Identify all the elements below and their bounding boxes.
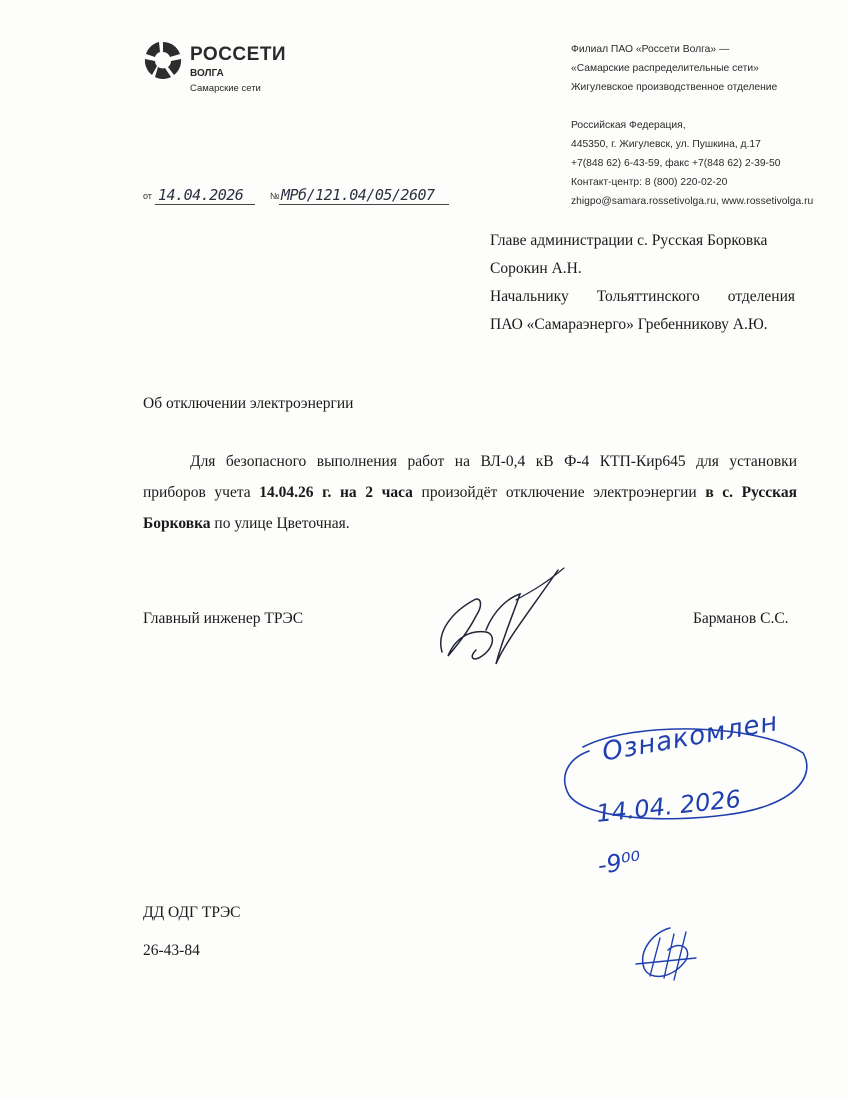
- date-underline: [155, 204, 255, 205]
- body-text: произойдёт отключение электроэнергии: [412, 484, 706, 501]
- body-text: Для безопасного выполнения работ на ВЛ-0,4 кВ Ф-4 КТП-Кир645 для установки приборов учета: [143, 453, 797, 501]
- addressee-line-1: Главе администрации с. Русская Борковка: [490, 232, 768, 249]
- body-bold-place: в с. Русская Борковка: [143, 484, 798, 532]
- body-bold-date: 14.04.26 г. на 2 часа: [259, 484, 413, 501]
- number-prefix: №: [270, 191, 280, 201]
- sender-line: zhigpo@samara.rossetivolga.ru, www.rossetivolga.ru: [571, 196, 814, 207]
- sender-line: «Самарские распределительные сети»: [571, 63, 759, 74]
- executor-phone: 26-43-84: [143, 942, 200, 959]
- sender-line: +7(848 62) 6-43-59, факс +7(848 62) 2-39-50: [571, 158, 781, 169]
- sender-line: Филиал ПАО «Россети Волга» —: [571, 44, 730, 55]
- letter-body: [143, 446, 797, 539]
- addressee-line-2: Сорокин А.Н.: [490, 260, 582, 277]
- number-underline: [279, 204, 449, 205]
- letter-subject: Об отключении электроэнергии: [143, 395, 354, 412]
- acknowledgement-initials: [630, 920, 700, 990]
- handwritten-signature: [430, 560, 580, 675]
- body-text: по улице Цветочная.: [210, 515, 350, 532]
- acknowledgement-time: -9⁰⁰: [596, 845, 643, 880]
- signatory-name: Барманов С.С.: [693, 610, 789, 627]
- brand-region: ВОЛГА: [190, 68, 224, 79]
- acknowledgement-text: Ознакомлен: [600, 707, 781, 768]
- signatory-title: Главный инженер ТРЭС: [143, 610, 304, 627]
- registration-date: 14.04.2026: [158, 186, 244, 204]
- addressee-line-4: ПАО «Самараэнерго» Гребенникову А.Ю.: [490, 316, 768, 333]
- rosseti-logo-icon: [143, 40, 183, 80]
- registration-number: МРб/121.04/05/2607: [281, 186, 435, 204]
- sender-details: [571, 40, 841, 211]
- sender-line: Российская Федерация,: [571, 120, 686, 131]
- company-logo: [143, 40, 313, 100]
- sender-line: Контакт-центр: 8 (800) 220-02-20: [571, 177, 728, 188]
- executor-department: ДД ОДГ ТРЭС: [143, 904, 241, 921]
- acknowledgement-date: 14.04. 2026: [595, 784, 743, 828]
- date-prefix: от: [143, 191, 152, 201]
- registration-line: [143, 183, 473, 209]
- sender-line: 445350, г. Жигулевск, ул. Пушкина, д.17: [571, 139, 761, 150]
- brand-name: РОССЕТИ: [190, 44, 287, 65]
- sender-line: Жигулевское производственное отделение: [571, 82, 778, 93]
- brand-subdivision: Самарские сети: [190, 83, 261, 94]
- sender-gap: [571, 97, 841, 116]
- addressee-line-3: Начальнику Тольяттинского отделения: [490, 288, 795, 305]
